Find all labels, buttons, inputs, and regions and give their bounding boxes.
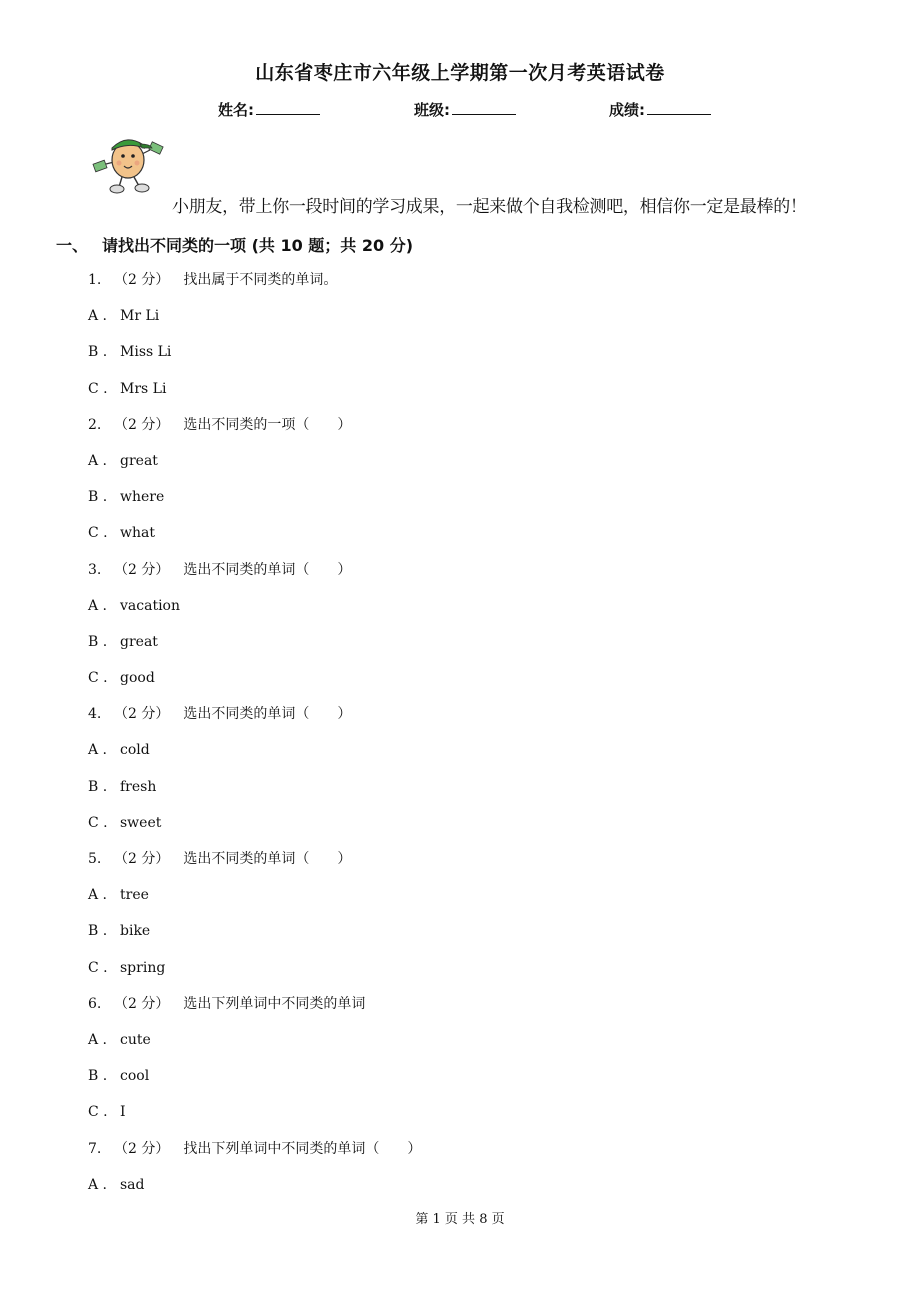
question-text: 找出下列单词中不同类的单词（ ） xyxy=(183,1140,422,1157)
question-text: 选出不同类的一项（ ） xyxy=(183,416,352,433)
question-points: （2 分） xyxy=(114,706,170,723)
answer-option[interactable] xyxy=(88,660,868,696)
option-key: A . xyxy=(88,597,108,614)
question-stem xyxy=(88,407,868,443)
option-key: C . xyxy=(88,814,108,831)
question-stem xyxy=(88,696,868,732)
score-label: 成绩: xyxy=(609,101,645,119)
option-text: great xyxy=(120,452,158,469)
question-stem xyxy=(88,552,868,588)
answer-option[interactable] xyxy=(88,732,868,768)
answer-option[interactable] xyxy=(88,805,868,841)
option-text: Mr Li xyxy=(120,308,160,325)
option-key: B . xyxy=(88,633,108,650)
option-text: vacation xyxy=(120,597,180,614)
question-points: （2 分） xyxy=(114,416,170,433)
option-key: A . xyxy=(88,742,108,759)
option-key: B . xyxy=(88,923,108,940)
question-text: 选出下列单词中不同类的单词 xyxy=(183,995,366,1012)
answer-option[interactable] xyxy=(88,950,868,986)
class-blank[interactable] xyxy=(452,100,516,115)
answer-option[interactable] xyxy=(88,443,868,479)
option-key: B . xyxy=(88,778,108,795)
option-text: cool xyxy=(120,1068,150,1085)
question-stem xyxy=(88,1131,868,1167)
section-heading xyxy=(56,233,413,256)
option-text: fresh xyxy=(120,778,157,795)
question-number: 3. xyxy=(88,561,102,578)
question-stem xyxy=(88,986,868,1022)
class-field[interactable] xyxy=(414,99,516,120)
cartoon-mascot-icon xyxy=(92,132,168,196)
question-points: （2 分） xyxy=(114,851,170,867)
option-text: Mrs Li xyxy=(120,380,167,397)
question-number: 2. xyxy=(88,416,102,433)
answer-option[interactable] xyxy=(88,1167,868,1203)
name-label: 姓名: xyxy=(218,101,254,119)
option-text: sad xyxy=(120,1176,145,1193)
question-number: 7. xyxy=(88,1140,102,1157)
question-text: 选出不同类的单词（ ） xyxy=(183,851,352,867)
answer-option[interactable] xyxy=(88,371,868,407)
option-text: I xyxy=(120,1104,126,1121)
option-key: A . xyxy=(88,308,108,325)
answer-option[interactable] xyxy=(88,1094,868,1130)
question-text: 找出属于不同类的单词。 xyxy=(183,272,338,288)
class-label: 班级: xyxy=(414,101,450,119)
option-key: C . xyxy=(88,380,108,397)
option-text: sweet xyxy=(120,814,162,831)
question-points: （2 分） xyxy=(114,561,170,578)
answer-option[interactable] xyxy=(88,479,868,515)
question-number: 1. xyxy=(88,272,102,288)
answer-option[interactable] xyxy=(88,515,868,551)
option-text: where xyxy=(120,489,165,506)
name-field[interactable] xyxy=(218,99,320,120)
option-key: C . xyxy=(88,670,108,687)
option-text: cute xyxy=(120,1031,151,1048)
section-title-text: 请找出不同类的一项 (共 10 题；共 20 分) xyxy=(102,236,414,255)
question-number: 4. xyxy=(88,706,102,723)
question-text: 选出不同类的单词（ ） xyxy=(183,561,352,578)
option-key: A . xyxy=(88,452,108,469)
answer-option[interactable] xyxy=(88,1058,868,1094)
question-stem xyxy=(88,841,868,877)
student-info-row xyxy=(0,99,920,121)
option-key: C . xyxy=(88,1104,108,1121)
option-text: bike xyxy=(120,923,151,940)
option-text: good xyxy=(120,670,155,687)
option-text: great xyxy=(120,633,158,650)
answer-option[interactable] xyxy=(88,588,868,624)
option-key: B . xyxy=(88,1068,108,1085)
score-field[interactable] xyxy=(609,99,711,120)
question-points: （2 分） xyxy=(114,1140,170,1157)
option-key: C . xyxy=(88,959,108,976)
answer-option[interactable] xyxy=(88,624,868,660)
answer-option[interactable] xyxy=(88,298,868,334)
option-text: tree xyxy=(120,887,149,904)
option-text: spring xyxy=(120,959,166,976)
exam-title: 山东省枣庄市六年级上学期第一次月考英语试卷 xyxy=(255,62,665,84)
question-text: 选出不同类的单词（ ） xyxy=(183,706,352,723)
answer-option[interactable] xyxy=(88,877,868,913)
encouragement-text: 小朋友，带上你一段时间的学习成果，一起来做个自我检测吧，相信你一定是最棒的！ xyxy=(172,197,807,217)
question-list xyxy=(88,262,868,1203)
option-key: A . xyxy=(88,1031,108,1048)
option-key: B . xyxy=(88,344,108,361)
section-number: 一、 xyxy=(56,236,89,255)
score-blank[interactable] xyxy=(647,100,711,115)
page-footer: 第 1 页 共 8 页 xyxy=(415,1212,505,1227)
question-stem xyxy=(88,262,868,298)
option-text: what xyxy=(120,525,155,542)
name-blank[interactable] xyxy=(256,100,320,115)
option-text: Miss Li xyxy=(120,344,172,361)
question-points: （2 分） xyxy=(114,995,170,1012)
option-key: A . xyxy=(88,1176,108,1193)
option-key: A . xyxy=(88,887,108,904)
question-number: 6. xyxy=(88,995,102,1012)
question-number: 5. xyxy=(88,851,102,867)
question-points: （2 分） xyxy=(114,272,170,288)
answer-option[interactable] xyxy=(88,334,868,370)
option-key: C . xyxy=(88,525,108,542)
answer-option[interactable] xyxy=(88,1022,868,1058)
option-key: B . xyxy=(88,489,108,506)
answer-option[interactable] xyxy=(88,913,868,949)
option-text: cold xyxy=(120,742,150,759)
answer-option[interactable] xyxy=(88,769,868,805)
